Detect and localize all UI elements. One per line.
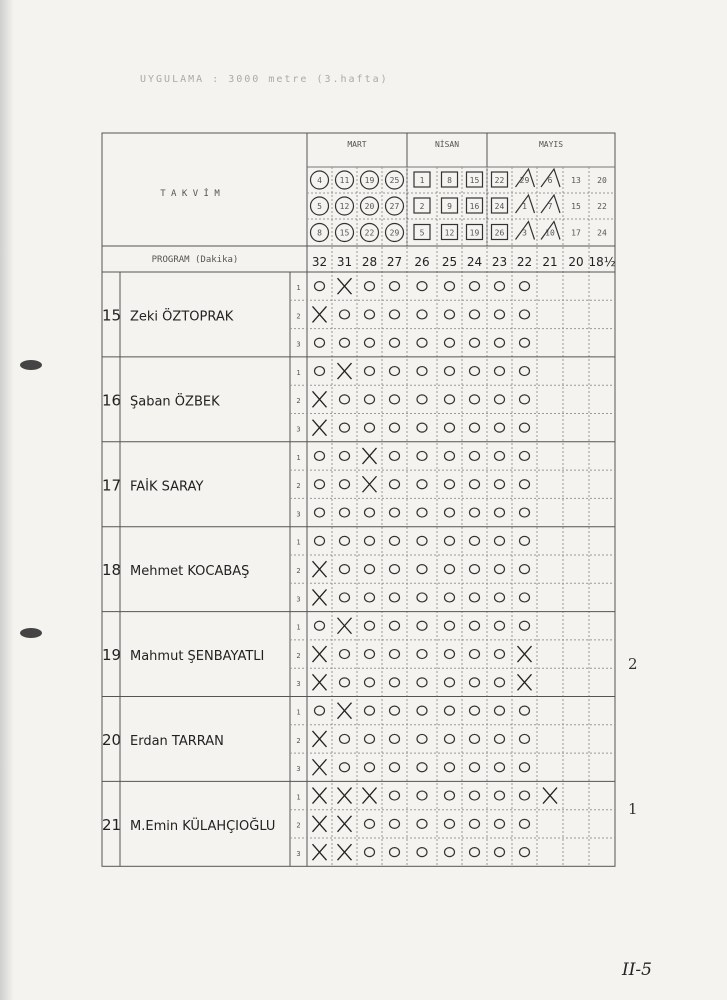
mark-circle (495, 678, 505, 687)
mark-circle (470, 706, 480, 715)
mark-circle (365, 536, 375, 545)
calendar-day: 3 (522, 228, 527, 238)
mark-circle (417, 763, 427, 772)
mark-circle (520, 621, 530, 630)
mark-circle (520, 593, 530, 602)
mark-circle (445, 848, 455, 857)
mark-circle (390, 367, 400, 376)
set-index: 3 (296, 850, 301, 858)
mark-circle (470, 791, 480, 800)
mark-circle (445, 565, 455, 574)
mark-circle (417, 310, 427, 319)
mark-circle (445, 451, 455, 460)
program-minute-11: 18½ (588, 255, 616, 269)
calendar-day: 29 (519, 176, 530, 185)
calendar-day: 15 (469, 176, 480, 185)
mark-circle (495, 310, 505, 319)
set-index: 2 (296, 482, 301, 491)
program-minute-3: 27 (386, 255, 403, 269)
mark-circle (445, 395, 455, 404)
athlete-name: FAİK SARAY (130, 479, 204, 495)
program-minute-4: 26 (414, 255, 430, 269)
mark-circle (417, 536, 427, 545)
mark-circle (445, 423, 455, 432)
set-index: 3 (296, 765, 301, 774)
set-index: 2 (296, 312, 301, 321)
mark-circle (470, 338, 480, 347)
calendar-day: 22 (597, 202, 607, 211)
mark-circle (445, 678, 455, 687)
mark-circle (417, 678, 427, 687)
mark-circle (365, 508, 375, 517)
mark-circle (365, 848, 375, 857)
set-index: 1 (296, 793, 301, 802)
mark-circle (470, 423, 480, 432)
mark-circle (470, 678, 480, 687)
calendar-day: 7 (547, 202, 553, 211)
mark-circle (470, 480, 480, 489)
mark-circle (520, 367, 530, 376)
mark-circle (340, 338, 350, 347)
calendar-day: 26 (494, 228, 505, 238)
mark-circle (445, 282, 455, 291)
mark-circle (417, 819, 427, 828)
mark-circle (520, 848, 530, 857)
mark-circle (445, 593, 455, 602)
calendar-day: 5 (419, 228, 425, 238)
calendar-day: 1 (419, 176, 425, 185)
mark-circle (495, 367, 505, 376)
mark-circle (470, 310, 480, 319)
mark-circle (417, 338, 427, 347)
set-index: 2 (296, 567, 301, 575)
document-header: UYGULAMA : 3000 metre (3.hafta) (140, 74, 389, 85)
mark-circle (445, 650, 455, 659)
mark-circle (340, 565, 350, 574)
mark-circle (495, 819, 505, 828)
set-index: 2 (296, 397, 301, 406)
calendar-day: 24 (597, 228, 607, 238)
set-index: 1 (296, 538, 301, 547)
calendar-day: 16 (469, 202, 480, 211)
mark-circle (340, 423, 350, 432)
mark-circle (520, 734, 530, 743)
program-minute-9: 21 (542, 255, 558, 269)
mark-circle (520, 763, 530, 772)
calendar-day: 5 (317, 202, 322, 211)
mark-circle (445, 734, 455, 743)
program-minute-10: 20 (568, 255, 584, 269)
mark-circle (340, 395, 350, 404)
program-minute-1: 31 (336, 255, 353, 269)
athlete-number: 19 (102, 646, 122, 665)
athlete-number: 16 (102, 391, 122, 410)
set-index: 1 (296, 368, 301, 377)
mark-circle (495, 593, 505, 602)
mark-circle (520, 565, 530, 574)
mark-circle (495, 706, 505, 715)
mark-circle (417, 734, 427, 743)
mark-circle (520, 791, 530, 800)
mark-circle (315, 480, 325, 489)
mark-circle (365, 819, 375, 828)
calendar-day: 20 (597, 176, 607, 185)
program-minute-5: 25 (441, 255, 458, 269)
calendar-day: 8 (317, 228, 322, 238)
mark-circle (445, 763, 455, 772)
set-index: 3 (296, 340, 301, 349)
mark-circle (495, 451, 505, 460)
athlete-number: 20 (102, 730, 122, 749)
mark-circle (315, 338, 325, 347)
set-index: 2 (296, 736, 301, 745)
calendar-day: 15 (571, 202, 581, 211)
mark-circle (365, 310, 375, 319)
mark-circle (470, 565, 480, 574)
mark-circle (445, 338, 455, 347)
mark-circle (520, 310, 530, 319)
mark-circle (390, 734, 400, 743)
mark-circle (365, 763, 375, 772)
athlete-name: Şaban ÖZBEK (130, 394, 220, 410)
athlete-name: Mehmet KOCABAŞ (130, 564, 250, 580)
mark-circle (340, 451, 350, 460)
mark-circle (365, 395, 375, 404)
mark-circle (445, 819, 455, 828)
calendar-day: 15 (339, 228, 350, 238)
mark-circle (470, 282, 480, 291)
program-minute-8: 22 (516, 255, 533, 269)
mark-circle (365, 678, 375, 687)
mark-circle (445, 706, 455, 715)
mark-circle (365, 706, 375, 715)
month-label-1: NİSAN (434, 140, 460, 149)
mark-circle (445, 791, 455, 800)
program-label: PROGRAM (Dakika) (151, 255, 239, 265)
mark-circle (470, 536, 480, 545)
mark-circle (470, 593, 480, 602)
mark-circle (340, 508, 350, 517)
mark-circle (520, 395, 530, 404)
mark-circle (365, 621, 375, 630)
mark-circle (390, 536, 400, 545)
mark-circle (417, 791, 427, 800)
mark-circle (417, 395, 427, 404)
mark-circle (470, 395, 480, 404)
athlete-number: 18 (102, 561, 122, 580)
mark-circle (365, 565, 375, 574)
mark-circle (470, 451, 480, 460)
mark-circle (495, 791, 505, 800)
mark-circle (445, 367, 455, 376)
mark-circle (495, 480, 505, 489)
mark-circle (470, 848, 480, 857)
calendar-day: 27 (389, 202, 400, 211)
mark-circle (315, 536, 325, 545)
mark-circle (495, 338, 505, 347)
mark-circle (495, 650, 505, 659)
mark-circle (315, 282, 325, 291)
calendar-day: 6 (547, 176, 553, 185)
mark-circle (445, 508, 455, 517)
mark-circle (470, 650, 480, 659)
side-note-1: 2 (628, 655, 638, 673)
mark-circle (495, 282, 505, 291)
mark-circle (390, 593, 400, 602)
mark-circle (495, 565, 505, 574)
mark-circle (417, 480, 427, 489)
athlete-name: Erdan TARRAN (130, 733, 224, 749)
mark-circle (340, 480, 350, 489)
mark-circle (340, 593, 350, 602)
calendar-day: 17 (571, 228, 581, 238)
mark-circle (417, 593, 427, 602)
mark-circle (470, 734, 480, 743)
mark-circle (365, 423, 375, 432)
mark-circle (520, 536, 530, 545)
mark-circle (365, 282, 375, 291)
calendar-day: 24 (494, 202, 505, 211)
mark-circle (390, 763, 400, 772)
calendar-day: 22 (364, 228, 375, 238)
mark-circle (470, 763, 480, 772)
calendar-day: 4 (317, 176, 322, 185)
mark-circle (520, 282, 530, 291)
calendar-day: 22 (494, 176, 505, 185)
mark-circle (520, 706, 530, 715)
mark-circle (495, 848, 505, 857)
mark-circle (520, 423, 530, 432)
mark-circle (315, 508, 325, 517)
athlete-name: M.Emin KÜLAHÇIOĞLU (130, 818, 276, 834)
mark-circle (417, 282, 427, 291)
calendar-day: 8 (447, 176, 452, 185)
mark-circle (495, 763, 505, 772)
mark-circle (470, 621, 480, 630)
mark-circle (390, 423, 400, 432)
athlete-name: Mahmut ŞENBAYATLI (130, 649, 265, 665)
mark-circle (470, 508, 480, 517)
mark-circle (340, 763, 350, 772)
mark-circle (417, 508, 427, 517)
mark-circle (390, 282, 400, 291)
mark-circle (390, 565, 400, 574)
mark-circle (315, 367, 325, 376)
program-minute-7: 23 (491, 255, 508, 269)
calendar-day: 19 (469, 228, 480, 238)
mark-circle (340, 310, 350, 319)
mark-circle (520, 451, 530, 460)
set-index: 2 (296, 651, 301, 660)
mark-circle (365, 338, 375, 347)
mark-circle (417, 621, 427, 630)
mark-circle (390, 310, 400, 319)
mark-circle (417, 451, 427, 460)
calendar-label: T A K V İ M (160, 189, 220, 199)
mark-circle (390, 819, 400, 828)
mark-circle (445, 480, 455, 489)
mark-circle (390, 678, 400, 687)
mark-circle (417, 848, 427, 857)
mark-circle (520, 338, 530, 347)
mark-circle (470, 367, 480, 376)
calendar-day: 13 (571, 176, 581, 185)
mark-circle (390, 621, 400, 630)
mark-circle (495, 508, 505, 517)
calendar-day: 19 (364, 176, 375, 185)
athlete-number: 21 (102, 815, 122, 834)
calendar-day: 25 (389, 176, 400, 185)
mark-circle (340, 536, 350, 545)
program-minute-6: 24 (466, 255, 483, 269)
mark-circle (470, 819, 480, 828)
calendar-day: 20 (364, 202, 375, 211)
program-minute-0: 32 (311, 255, 328, 269)
mark-circle (417, 367, 427, 376)
mark-circle (365, 650, 375, 659)
set-index: 1 (296, 708, 301, 717)
mark-circle (445, 536, 455, 545)
mark-circle (390, 451, 400, 460)
mark-circle (495, 395, 505, 404)
calendar-day: 12 (444, 228, 455, 238)
mark-circle (445, 310, 455, 319)
mark-circle (390, 791, 400, 800)
mark-circle (340, 734, 350, 743)
mark-circle (390, 395, 400, 404)
mark-circle (390, 480, 400, 489)
mark-circle (340, 678, 350, 687)
athlete-number: 15 (102, 306, 122, 325)
set-index: 1 (296, 453, 301, 462)
mark-circle (495, 621, 505, 630)
mark-circle (520, 480, 530, 489)
mark-circle (365, 734, 375, 743)
mark-circle (315, 451, 325, 460)
calendar-day: 10 (545, 228, 555, 238)
mark-circle (520, 819, 530, 828)
mark-circle (417, 706, 427, 715)
mark-circle (390, 706, 400, 715)
set-index: 2 (296, 821, 301, 830)
program-minute-2: 28 (361, 255, 378, 269)
calendar-day: 9 (447, 202, 452, 211)
table-border (102, 133, 615, 866)
set-index: 3 (296, 680, 301, 689)
mark-circle (520, 508, 530, 517)
mark-circle (365, 367, 375, 376)
set-index: 1 (296, 284, 301, 292)
mark-circle (365, 593, 375, 602)
mark-circle (417, 423, 427, 432)
mark-circle (495, 536, 505, 545)
calendar-day: 2 (419, 202, 425, 211)
calendar-day: 12 (339, 202, 350, 211)
set-index: 3 (296, 595, 301, 604)
mark-circle (315, 621, 325, 630)
mark-circle (390, 848, 400, 857)
mark-circle (315, 706, 325, 715)
calendar-day: 11 (339, 176, 350, 185)
set-index: 3 (296, 510, 301, 519)
mark-circle (340, 650, 350, 659)
mark-circle (495, 734, 505, 743)
mark-circle (445, 621, 455, 630)
mark-circle (390, 338, 400, 347)
month-label-2: MAYIS (538, 140, 564, 149)
calendar-day: 1 (522, 202, 527, 211)
mark-circle (495, 423, 505, 432)
athlete-name: Zeki ÖZTOPRAK (130, 309, 234, 325)
month-label-0: MART (347, 140, 367, 149)
calendar-day: 29 (389, 228, 400, 238)
set-index: 3 (296, 425, 301, 434)
mark-circle (390, 650, 400, 659)
page-number: II-5 (622, 960, 652, 980)
mark-circle (390, 508, 400, 517)
set-index: 1 (296, 623, 301, 632)
mark-circle (417, 565, 427, 574)
mark-circle (417, 650, 427, 659)
side-note-2: 1 (628, 800, 638, 818)
athlete-number: 17 (102, 476, 122, 495)
